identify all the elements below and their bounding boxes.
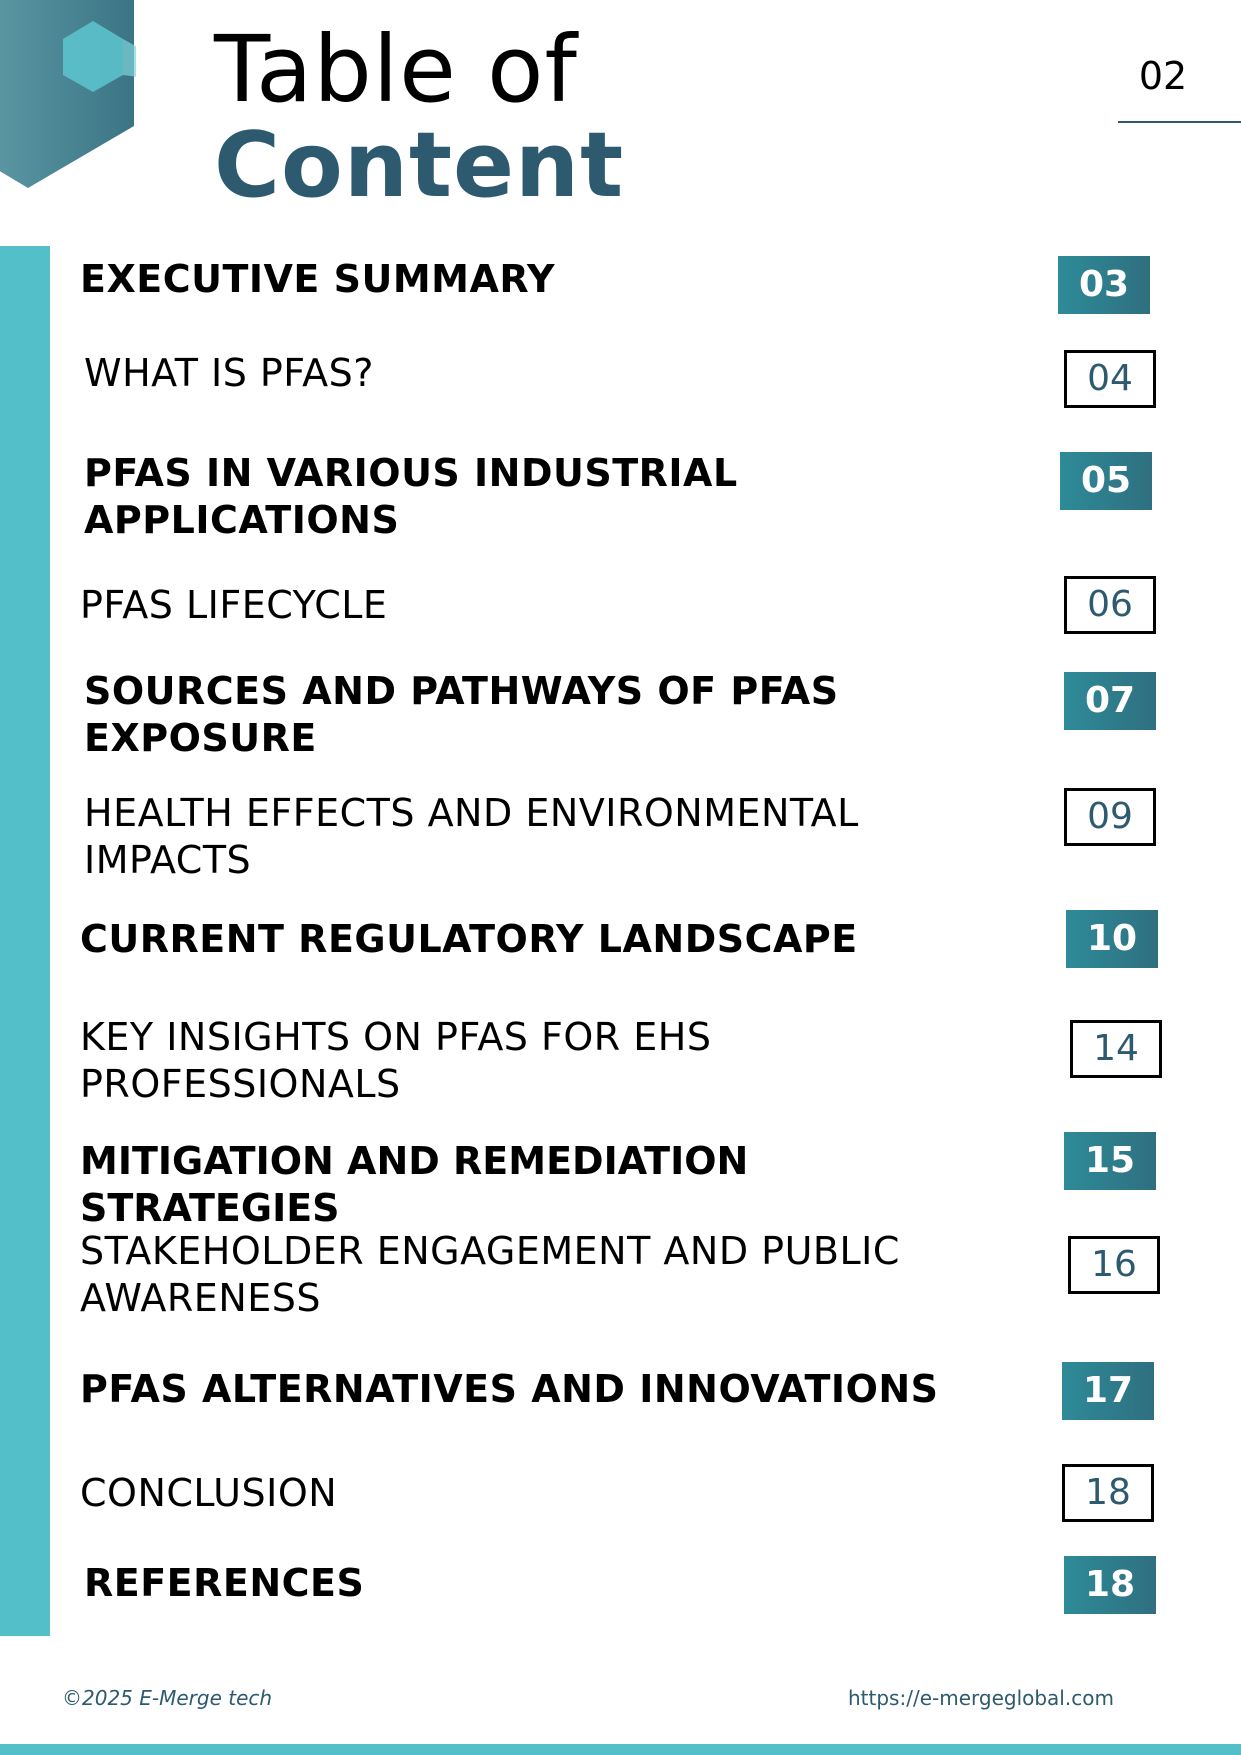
page-number: 02	[1138, 54, 1188, 98]
toc-entry-title: KEY INSIGHTS ON PFAS FOR EHS PROFESSIONALS	[80, 1015, 712, 1106]
toc-entry-title: WHAT IS PFAS?	[84, 351, 374, 395]
toc-entry[interactable]	[80, 668, 1170, 758]
toc-page-badge: 09	[1064, 788, 1156, 846]
toc-entry-title: CURRENT REGULATORY LANDSCAPE	[80, 917, 858, 961]
toc-entry-title: PFAS LIFECYCLE	[80, 583, 388, 627]
toc-entry-title: PFAS IN VARIOUS INDUSTRIAL APPLICATIONS	[84, 451, 738, 542]
toc-entry-title: CONCLUSION	[80, 1471, 338, 1515]
toc-entry[interactable]	[80, 450, 1170, 540]
footer-copyright: ©2025 E-Merge tech	[62, 1686, 273, 1710]
toc-entry[interactable]	[80, 1470, 1170, 1560]
toc-page-badge: 03	[1058, 256, 1150, 314]
toc-page-badge: 07	[1064, 672, 1156, 730]
toc-entry-title: EXECUTIVE SUMMARY	[80, 257, 556, 301]
toc-entry-title: REFERENCES	[84, 1561, 365, 1605]
toc-page-badge: 15	[1064, 1132, 1156, 1190]
page-title-line1: Table of	[214, 16, 578, 123]
footer-url-link[interactable]: https://e-mergeglobal.com	[848, 1686, 1114, 1710]
hexagon-logo-icon	[0, 0, 136, 188]
toc-page-badge: 16	[1068, 1236, 1160, 1294]
toc-page-badge: 10	[1066, 910, 1158, 968]
toc-entry[interactable]	[80, 1560, 1170, 1650]
toc-entry[interactable]	[80, 1014, 1170, 1104]
toc-page-badge: 06	[1064, 576, 1156, 634]
toc-page-badge: 05	[1060, 452, 1152, 510]
toc-entry[interactable]	[80, 1138, 1170, 1228]
toc-entry[interactable]	[80, 350, 1170, 440]
toc-entry[interactable]	[80, 1366, 1170, 1456]
toc-entry-title: PFAS ALTERNATIVES AND INNOVATIONS	[80, 1367, 939, 1411]
toc-page-badge: 18	[1064, 1556, 1156, 1614]
toc-entry-title: SOURCES AND PATHWAYS OF PFAS EXPOSURE	[84, 669, 839, 760]
toc-page-badge: 18	[1062, 1464, 1154, 1522]
toc-page-badge: 17	[1062, 1362, 1154, 1420]
bottom-accent-bar	[0, 1744, 1241, 1755]
toc-entry-title: MITIGATION AND REMEDIATION STRATEGIES	[80, 1139, 749, 1230]
toc-entry[interactable]	[80, 790, 1170, 880]
toc-page-badge: 14	[1070, 1020, 1162, 1078]
toc-entry-title: STAKEHOLDER ENGAGEMENT AND PUBLIC AWARENESS	[80, 1229, 900, 1320]
page-title-line2: Content	[214, 113, 625, 218]
toc-entry[interactable]	[80, 916, 1170, 1006]
page-number-rule	[1118, 121, 1241, 123]
side-accent-bar	[0, 246, 50, 1636]
toc-entry[interactable]	[80, 254, 1170, 344]
toc-entry[interactable]	[80, 1228, 1170, 1318]
toc-entry[interactable]	[80, 582, 1170, 672]
toc-entry-title: HEALTH EFFECTS AND ENVIRONMENTAL IMPACTS	[84, 791, 859, 882]
toc-page-badge: 04	[1064, 350, 1156, 408]
